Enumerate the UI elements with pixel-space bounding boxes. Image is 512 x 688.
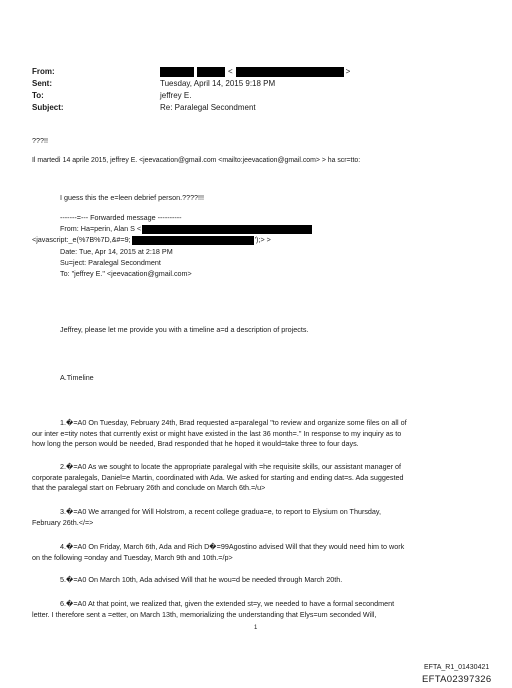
item-6-line-2: letter. I therefore sent a =etter, on March 13th, memorializing the understanding that Elys=um seconded Will,: [32, 609, 377, 619]
forwarded-js-end: ');> >: [254, 235, 271, 244]
subject-value: Re: Paralegal Secondment: [160, 103, 256, 112]
timeline-item-5: [32, 575, 480, 586]
footer-id-large: EFTA02397326: [422, 674, 492, 685]
timeline-item-6: [32, 599, 480, 620]
sent-value: Tuesday, April 14, 2015 9:18 PM: [160, 79, 276, 88]
item-5-line-1: 5.�=A0 On March 10th, Ada advised Will that he wou=d be needed through March 20th.: [60, 575, 343, 584]
subject-label: Subject:: [32, 103, 64, 112]
redaction-block: [197, 67, 225, 77]
email-header: [32, 66, 350, 114]
forwarded-to: To: "jeffrey E." <jeevacation@gmail.com>: [60, 269, 192, 278]
forwarded-from-text: From: Ha=perin, Alan S <: [60, 224, 142, 233]
to-label: To:: [32, 91, 44, 100]
question-marks: ???!!: [32, 136, 48, 145]
timeline-heading: A.Timeline: [60, 373, 94, 382]
forwarded-from: [60, 224, 312, 234]
timeline-item-2: [32, 462, 480, 494]
timeline-item-4: [32, 542, 480, 563]
item-4-line-1: 4.�=A0 On Friday, March 6th, Ada and Rich D�=99Agostino advised Will that they would need him to work: [60, 542, 405, 551]
item-3-line-1: 3.�=A0 We arranged for Will Holstrom, a recent college gradua=e, to report to Elysium on Thursday,: [60, 507, 381, 516]
item-1-line-3: how long the person would be needed, Brad responded that he hoped it would=take three to four days.: [32, 439, 359, 448]
from-value: [160, 66, 350, 78]
italian-reply-line: Il martedì 14 aprile 2015, jeffrey E. <jeevacation@gmail.com <mailto:jeevacation@gmail.com> > ha scr=tto:: [32, 157, 361, 164]
forwarded-js-text: <javascript:_e(%7B%7D,&#=9;: [32, 235, 131, 244]
sent-label: Sent:: [32, 79, 52, 88]
to-row: [32, 90, 350, 102]
sent-row: [32, 78, 350, 90]
forwarded-subject: Su=ject: Paralegal Secondment: [60, 258, 161, 267]
to-value: jeffrey E.: [160, 91, 192, 100]
item-2-line-1: 2.�=A0 As we sought to locate the appropriate paralegal with =he requisite skills, our assistant manager of: [60, 462, 401, 471]
timeline-item-3: [32, 507, 480, 528]
intro-line: Jeffrey, please let me provide you with a timeline a=d a description of projects.: [60, 325, 309, 334]
page-number: 1: [254, 625, 258, 631]
from-gt: >: [345, 67, 351, 76]
forwarded-js-link: [32, 235, 271, 245]
item-2-line-3: that the paralegal start on February 26th and conclude on March 6th.=/u>: [32, 483, 266, 492]
timeline-item-1: [32, 418, 480, 450]
guess-line: I guess this the e=leen debrief person.????!!!: [60, 193, 205, 202]
redaction-block: [132, 236, 254, 245]
item-2-line-2: corporate paralegals, Daniel=e Martin, coordinated with Ada. We asked for starting and ending dat=s. Ada suggested: [32, 472, 404, 482]
item-1-line-1: 1.�=A0 On Tuesday, February 24th, Brad requested a=paralegal "to review and organize some files on all of: [60, 418, 407, 427]
from-row: [32, 66, 350, 78]
redaction-block: [142, 225, 312, 234]
item-4-line-2: on the following =onday and Tuesday, March 9th and 10th.=/p>: [32, 552, 233, 562]
forwarded-date: Date: Tue, Apr 14, 2015 at 2:18 PM: [60, 247, 173, 256]
item-6-line-1: 6.�=A0 At that point, we realized that, given the extended st=y, we needed to have a formal secondment: [60, 599, 395, 608]
subject-row: [32, 102, 350, 114]
redaction-block: [236, 67, 344, 77]
redaction-block: [160, 67, 194, 77]
forwarded-header: -------=--- Forwarded message ----------: [60, 213, 182, 222]
from-label: From:: [32, 67, 55, 76]
item-3-line-2: February 26th.</=>: [32, 517, 94, 527]
footer-id-small: EFTA_R1_01430421: [424, 664, 490, 671]
item-1-line-2: our inter e=tity notes that currently exist or might have existed in the last 36 month=." In response to my inquiry as to: [32, 428, 402, 438]
from-lt: <: [228, 67, 233, 76]
